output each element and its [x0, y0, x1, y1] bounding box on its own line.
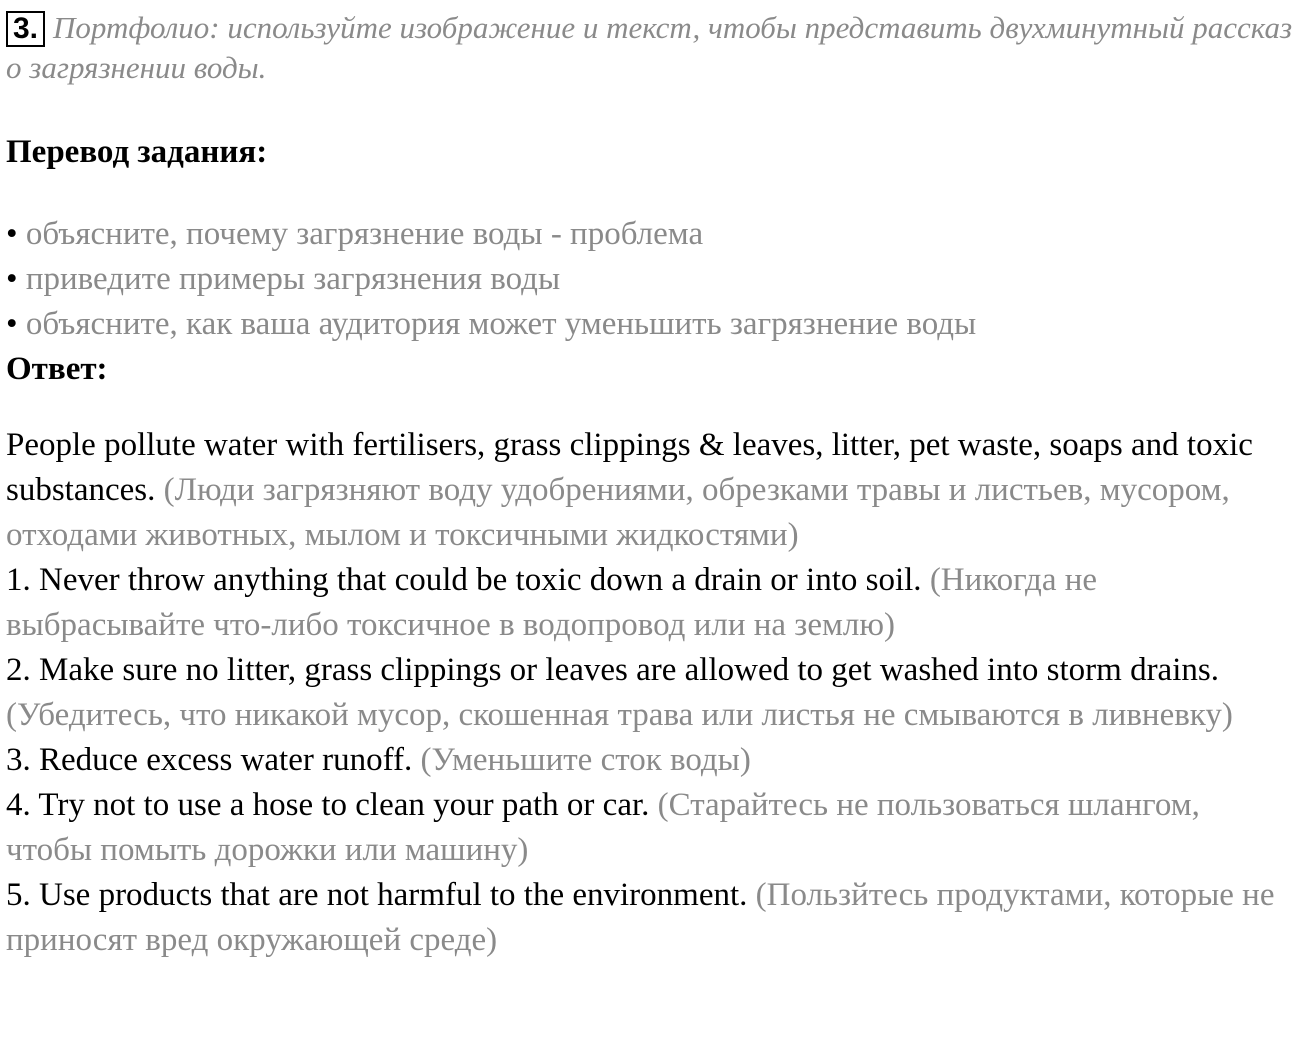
list-item	[6, 302, 1294, 347]
answer-item	[6, 738, 1294, 783]
answer-item-russian: (Пользйтесь продуктами, которые не приносят вред окружающей среде)	[6, 877, 1275, 958]
bullet-icon: •	[6, 306, 18, 342]
task-number-box: 3.	[6, 11, 45, 47]
answer-item	[6, 783, 1294, 873]
answer-item-english: 4. Try not to use a hose to clean your path or car.	[6, 787, 650, 823]
answer-item-english: 1. Never throw anything that could be toxic down a drain or into soil.	[6, 562, 922, 598]
answer-item	[6, 558, 1294, 648]
bullet-text: объясните, как ваша аудитория может уменьшить загрязнение воды	[25, 306, 977, 342]
answer-item-russian: (Никогда не выбрасывайте что-либо токсичное в водопровод или на землю)	[6, 562, 1098, 643]
answer-heading: Ответ:	[6, 351, 108, 387]
answer-item-english: 2. Make sure no litter, grass clippings or leaves are allowed to get washed into storm drains.	[6, 652, 1219, 688]
answer-item-english: 3. Reduce excess water runoff.	[6, 742, 413, 778]
bullet-text: приведите примеры загрязнения воды	[25, 261, 561, 297]
answer-body	[6, 423, 1294, 963]
task-bullet-list	[6, 212, 1294, 347]
bullet-icon: •	[6, 216, 18, 252]
answer-intro-russian: (Люди загрязняют воду удобрениями, обрезками травы и листьев, мусором, отходами животных, мылом и токсичными жидкостями)	[6, 472, 1230, 553]
bullet-icon: •	[6, 261, 18, 297]
task-header	[6, 8, 1294, 88]
answer-intro-english: People pollute water with fertilisers, grass clippings & leaves, litter, pet waste, soaps and toxic substances.	[6, 427, 1253, 508]
task-instruction: Портфолио: используйте изображение и текст, чтобы представить двухминутный рассказ о загрязнении воды.	[6, 10, 1293, 85]
answer-item-russian: (Старайтесь не пользоваться шлангом, чтобы помыть дорожки или машину)	[6, 787, 1200, 868]
document-page	[6, 8, 1294, 963]
answer-item-english: 5. Use products that are not harmful to the environment.	[6, 877, 748, 913]
translation-heading: Перевод задания:	[6, 134, 268, 170]
list-item	[6, 212, 1294, 257]
answer-item-russian: (Уменьшите сток воды)	[420, 742, 751, 778]
bullet-text: объясните, почему загрязнение воды - проблема	[25, 216, 704, 252]
answer-intro	[6, 423, 1294, 558]
list-item	[6, 257, 1294, 302]
answer-item	[6, 873, 1294, 963]
answer-item-russian: (Убедитесь, что никакой мусор, скошенная трава или листья не смываются в ливневку)	[6, 697, 1233, 733]
answer-item	[6, 648, 1294, 738]
